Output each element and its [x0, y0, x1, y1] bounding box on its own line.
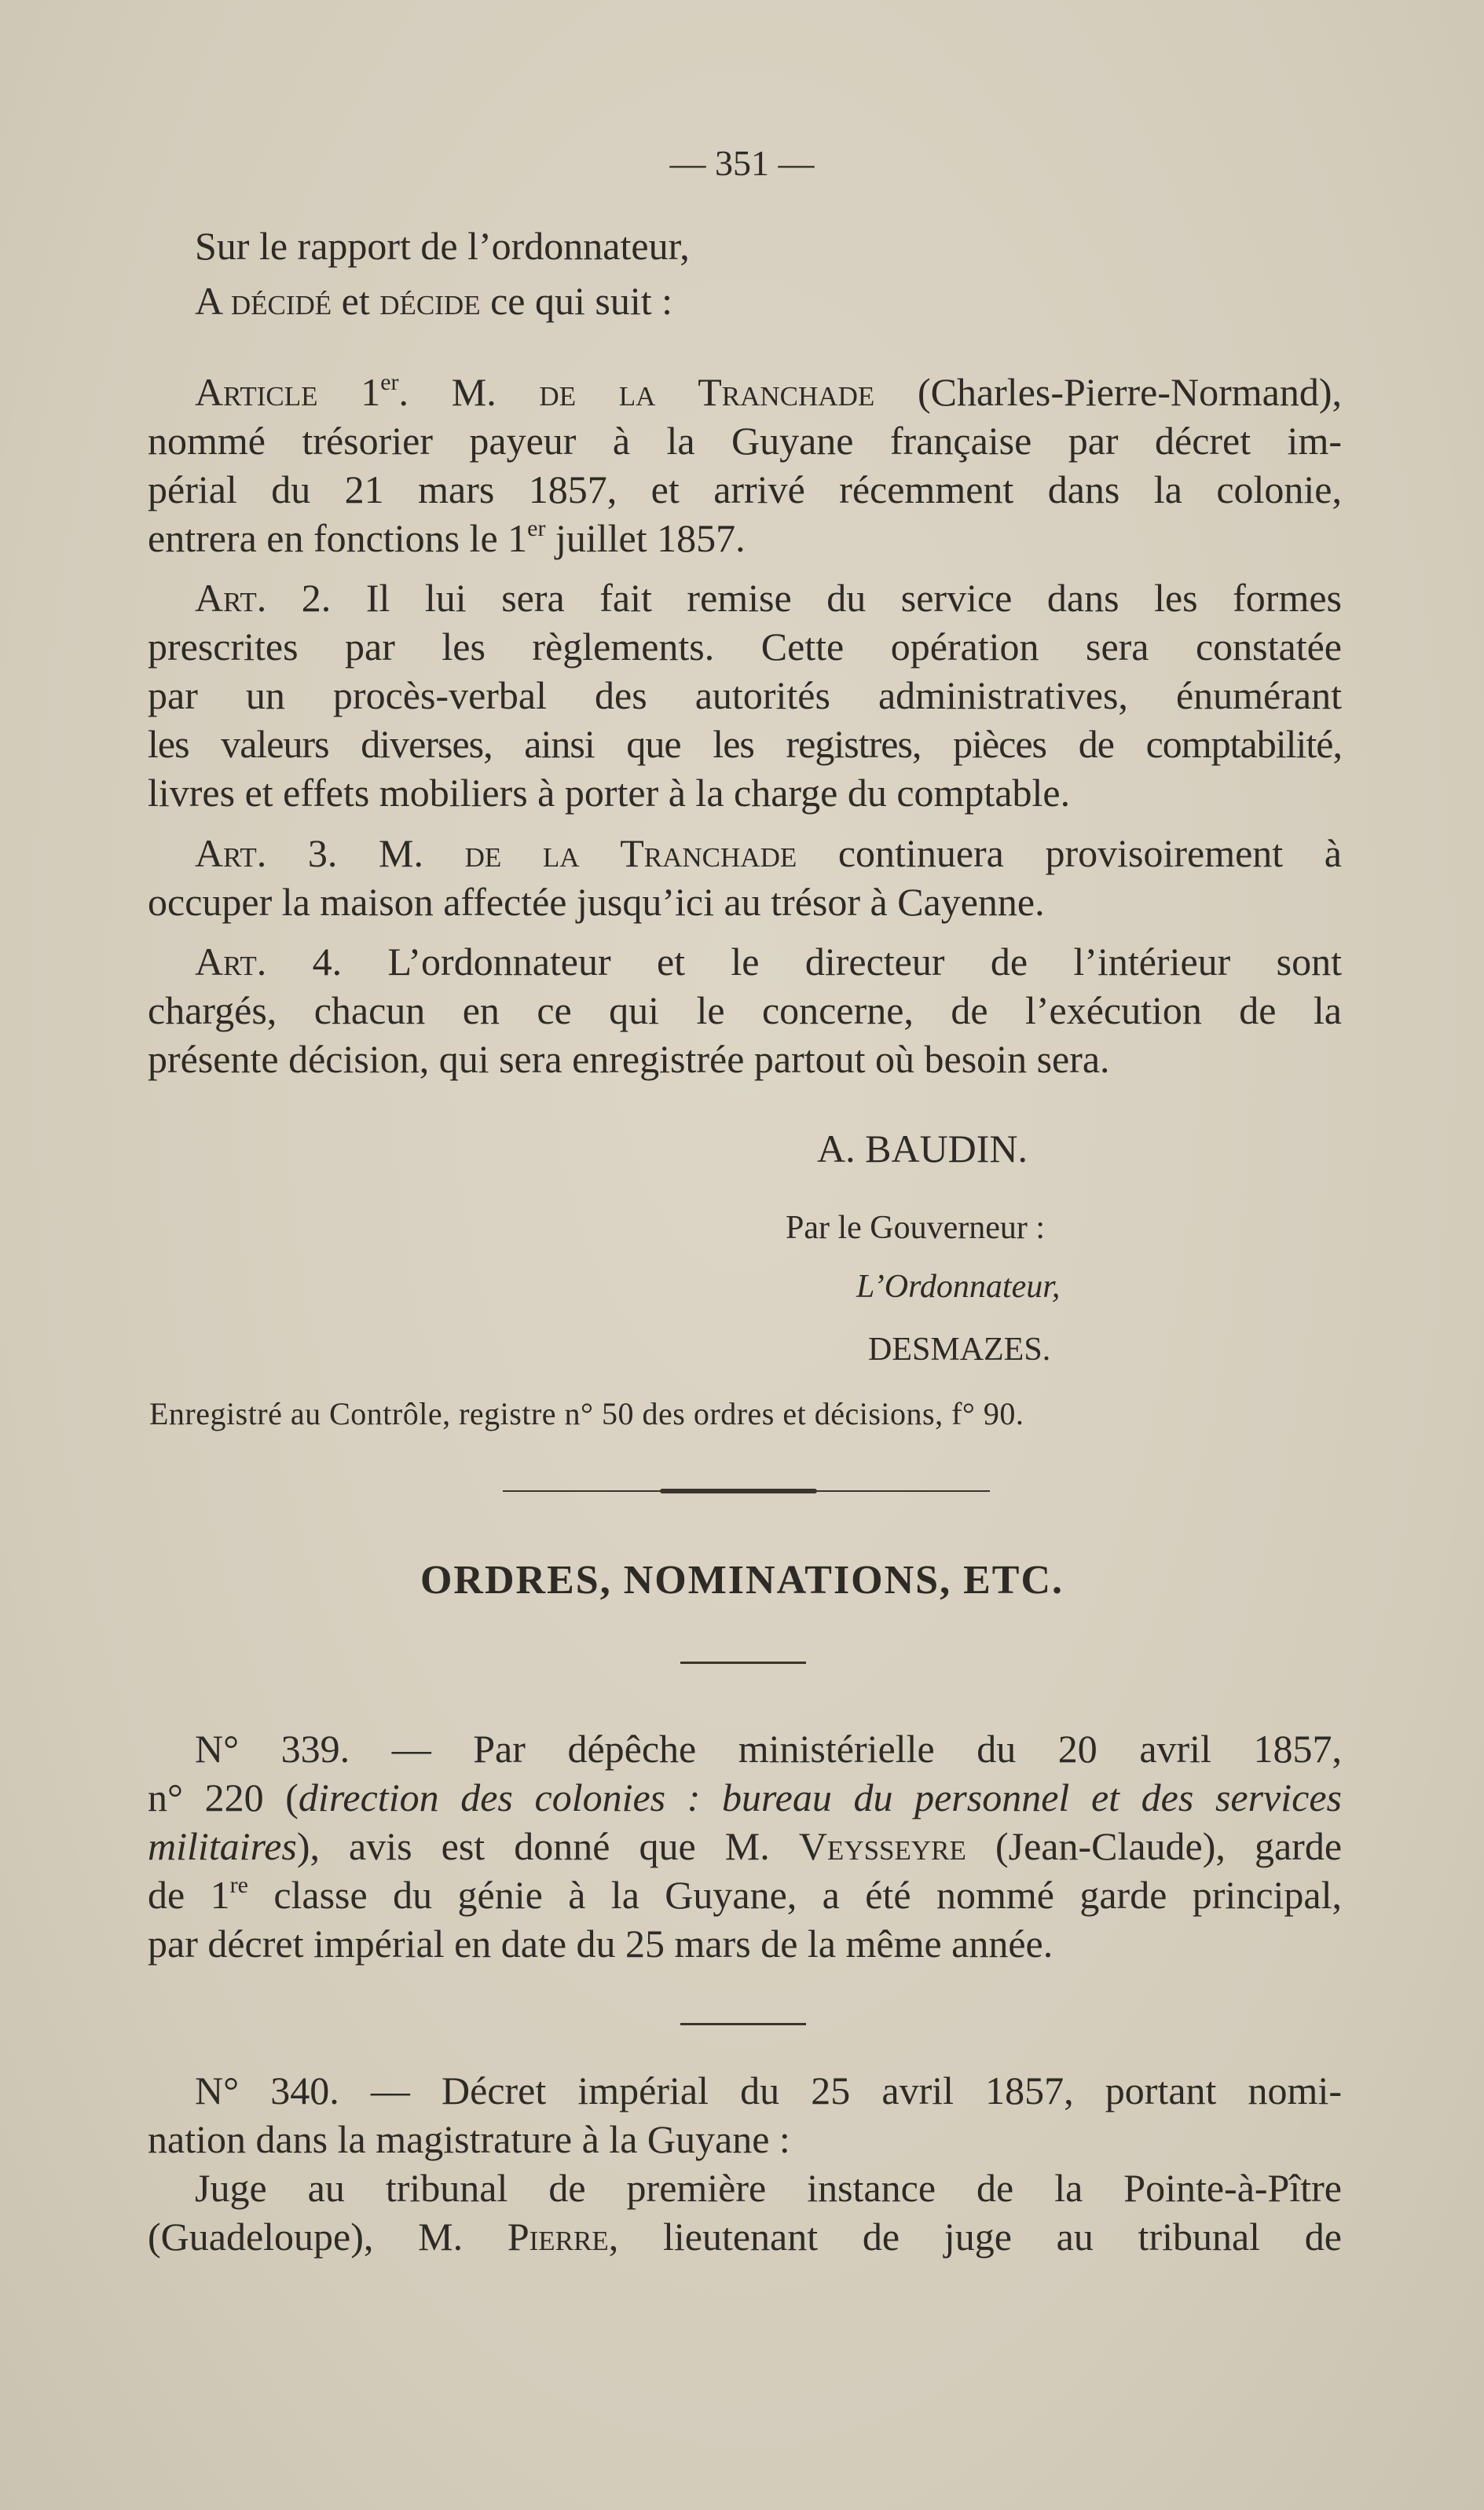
registration-note: Enregistré au Contrôle, registre n° 50 des ordres et décisions, f° 90.: [149, 1396, 1024, 1431]
entry-340-line-3: Juge au tribunal de première instance de la Pointe-à-Pître: [195, 2166, 1342, 2210]
entry-339-line-2: n° 220 (direction des colonies : bureau du personnel et des services: [148, 1775, 1342, 1819]
article-2-line-3: par un procès-verbal des autorités administratives, énumérant: [148, 673, 1342, 717]
article-1-line-4: entrera en fonctions le 1er juillet 1857.: [148, 515, 746, 560]
article-4-line-3: présente décision, qui sera enregistrée partout où besoin sera.: [148, 1037, 1110, 1081]
section-title-rule: [680, 1662, 806, 1664]
entry-339-line-4: de 1re classe du génie à la Guyane, a été nommé garde principal,: [148, 1872, 1342, 1917]
article-4-line-1: Art. 4. L’ordonnateur et le directeur de l’intérieur sont: [195, 940, 1343, 984]
entry-339-line-5: par décret impérial en date du 25 mars de la même année.: [148, 1922, 1053, 1966]
article-2: [148, 573, 1342, 817]
intro-line-1: Sur le rapport de l’ordonnateur,: [195, 224, 690, 268]
signature-name: A. BAUDIN.: [817, 1127, 1028, 1171]
entry-separator-rule: [680, 2023, 806, 2025]
article-2-line-1: Art. 2. Il lui sera fait remise du service dans les formes: [195, 576, 1342, 620]
article-4-line-2: chargés, chacun en ce qui le concerne, de l’exécution de la: [148, 988, 1342, 1032]
signature-by: Par le Gouverneur :: [786, 1210, 1046, 1246]
intro-line-2: A décidé et décide ce qui suit :: [195, 279, 672, 323]
separator-rule-thick: [660, 1489, 817, 1493]
article-2-line-2: prescrites par les règlements. Cette opération sera constatée: [148, 625, 1342, 669]
article-1-line-2: nommé trésorier payeur à la Guyane française par décret im-: [148, 419, 1342, 463]
entry-340-line-2: nation dans la magistrature à la Guyane :: [148, 2117, 790, 2161]
article-2-line-5: livres et effets mobiliers à porter à la charge du comptable.: [148, 771, 1071, 815]
entry-340: [148, 2066, 1342, 2261]
entry-340-line-4: (Guadeloupe), M. Pierre, lieutenant de juge au tribunal de: [148, 2215, 1343, 2259]
signature-role: L’Ordonnateur,: [856, 1269, 1061, 1305]
article-2-line-4: les valeurs diverses, ainsi que les registres, pièces de comptabilité,: [148, 722, 1342, 766]
article-1-line-3: périal du 21 mars 1857, et arrivé récemment dans la colonie,: [148, 467, 1342, 511]
article-1: [148, 368, 1342, 562]
page-number: — 351 —: [669, 143, 815, 183]
entry-339-line-3: militaires), avis est donné que M. Veysseyre (Jean-Claude), garde: [148, 1824, 1343, 1868]
entry-339-line-1: N° 339. — Par dépêche ministérielle du 20 avril 1857,: [195, 1727, 1342, 1771]
section-title: ORDRES, NOMINATIONS, ETC.: [420, 1558, 1064, 1603]
article-1-line-1: Article 1er. M. de la Tranchade (Charles-Pierre-Normand),: [195, 369, 1343, 414]
article-3: [148, 829, 1342, 926]
entry-340-line-1: N° 340. — Décret impérial du 25 avril 1857, portant nomi-: [195, 2068, 1342, 2112]
signature-signer: DESMAZES.: [868, 1332, 1051, 1368]
article-4: [148, 937, 1342, 1083]
article-3-line-1: Art. 3. M. de la Tranchade continuera provisoirement à: [195, 831, 1342, 875]
article-3-line-2: occuper la maison affectée jusqu’ici au trésor à Cayenne.: [148, 880, 1045, 924]
entry-339: [148, 1724, 1342, 1968]
intro-block: [148, 222, 1342, 325]
